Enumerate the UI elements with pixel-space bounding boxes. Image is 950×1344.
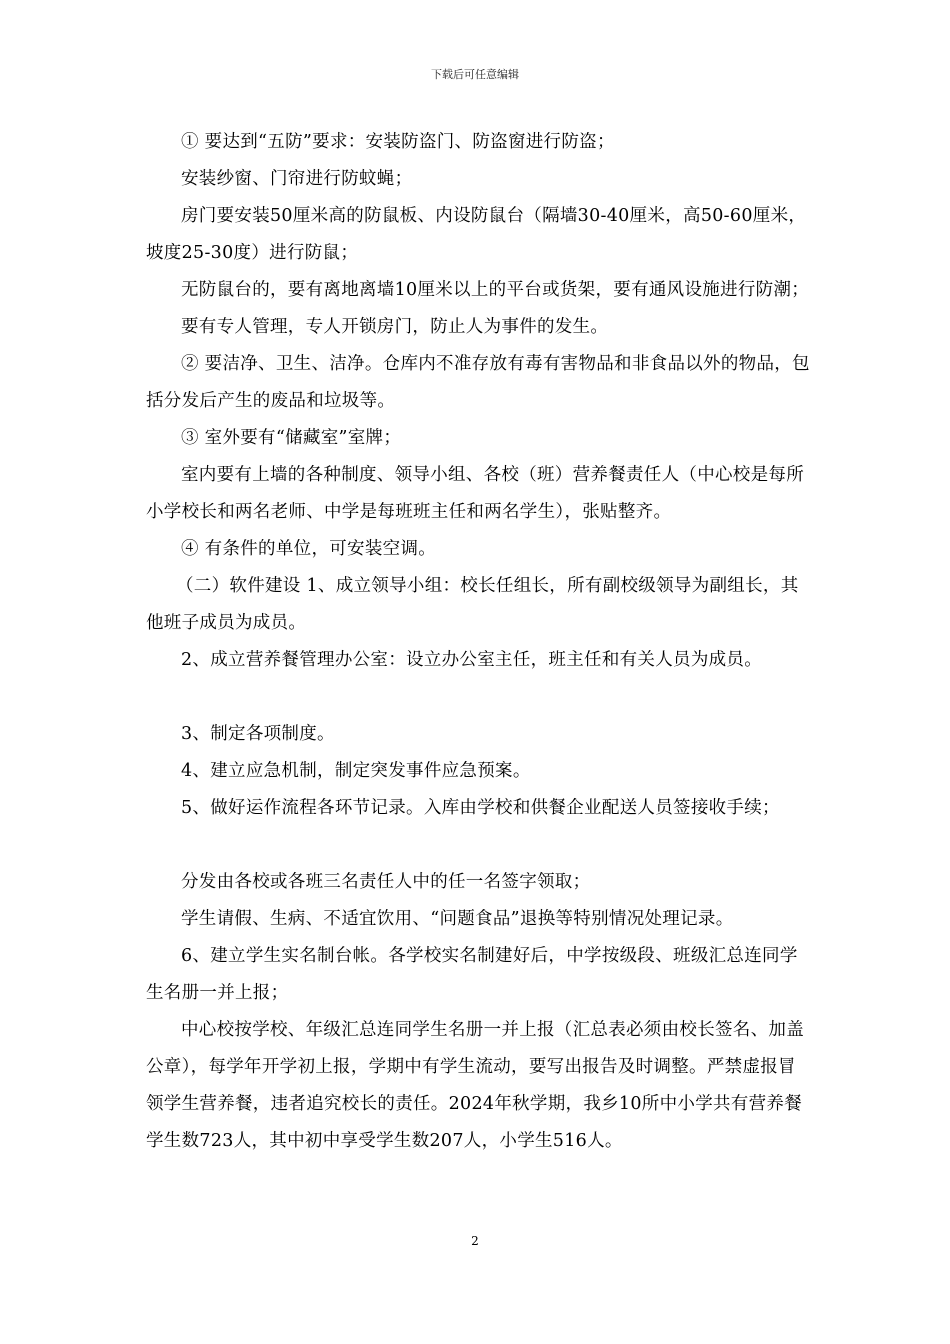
- paragraph-real-name: 6、建立学生实名制台帐。各学校实名制建好后，中学按级段、班级汇总连同学生名册一并上报；: [146, 946, 798, 1003]
- paragraph-rat-board: 房门要安装50厘米高的防鼠板、内设防鼠台（隔墙30-40厘米，高50-60厘米，坡度25-30度）进行防鼠；: [146, 206, 807, 263]
- paragraph-air-conditioning: ④ 有条件的单位，可安装空调。: [181, 539, 437, 559]
- paragraph-management: 要有专人管理，专人开锁房门，防止人为事件的发生。: [181, 317, 609, 337]
- paragraph-emergency: 4、建立应急机制，制定突发事件应急预案。: [181, 761, 531, 781]
- blank-line: [146, 679, 810, 716]
- paragraph-software-leadership: （二）软件建设 1、成立领导小组：校长任组长，所有副校级领导为副组长，其他班子成员为成员。: [146, 576, 799, 633]
- page-header: 下载后可任意编辑: [431, 68, 519, 81]
- paragraph-shelves: 无防鼠台的，要有离地离墙10厘米以上的平台或货架，要有通风设施进行防潮；: [181, 280, 810, 300]
- paragraph-screens: 安装纱窗、门帘进行防蚊蝇；: [181, 169, 413, 189]
- paragraph-records: 5、做好运作流程各环节记录。入库由学校和供餐企业配送人员签接收手续；: [181, 798, 780, 818]
- paragraph-five-defenses: ① 要达到“五防”要求：安装防盗门、防盗窗进行防盗；: [181, 132, 615, 152]
- paragraph-wall-rules: 室内要有上墙的各种制度、领导小组、各校（班）营养餐责任人（中心校是每所小学校长和两名老师、中学是每班班主任和两名学生），张贴整齐。: [146, 465, 804, 522]
- page-number: 2: [471, 1234, 479, 1248]
- document-body: [146, 124, 810, 1160]
- paragraph-distribution: 分发由各校或各班三名责任人中的任一名签字领取；: [181, 872, 591, 892]
- paragraph-office: 2、成立营养餐管理办公室：设立办公室主任，班主任和有关人员为成员。: [181, 650, 763, 670]
- paragraph-rules: 3、制定各项制度。: [181, 724, 335, 744]
- paragraph-central-school: 中心校按学校、年级汇总连同学生名册一并上报（汇总表必须由校长签名、加盖公章），每学年开学初上报，学期中有学生流动，要写出报告及时调整。严禁虚报冒领学生营养餐，违者追究校长的责任。2024年秋学期，我乡10所中小学共有营养餐学生数723人，其中初中享受学生数207人，小学生516人。: [146, 1020, 804, 1151]
- paragraph-cleanliness: ② 要洁净、卫生、洁净。仓库内不准存放有毒有害物品和非食品以外的物品，包括分发后产生的废品和垃圾等。: [146, 354, 810, 411]
- blank-line: [146, 827, 810, 864]
- paragraph-special-cases: 学生请假、生病、不适宜饮用、“问题食品”退换等特别情况处理记录。: [181, 909, 734, 929]
- paragraph-signboard: ③ 室外要有“储藏室”室牌；: [181, 428, 402, 448]
